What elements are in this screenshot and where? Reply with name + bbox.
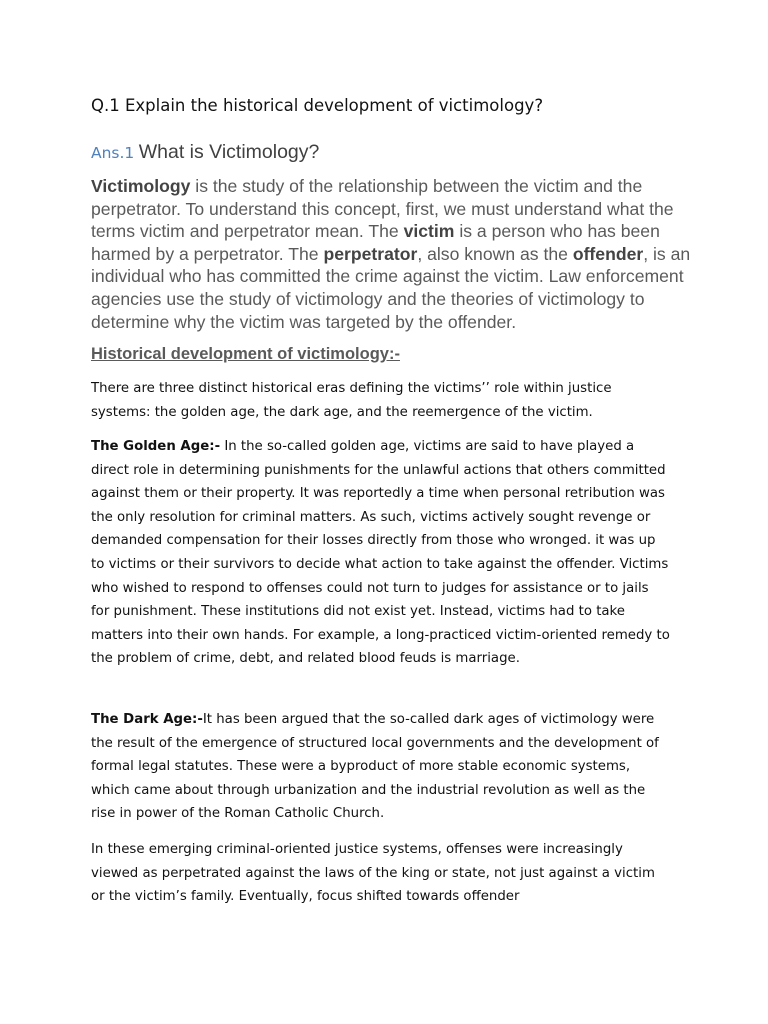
dark-age-paragraph (91, 708, 671, 826)
definition-paragraph (91, 175, 691, 333)
term-victim: victim (403, 221, 455, 242)
emerging-systems-paragraph: In these emerging criminal-oriented justice systems, offenses were increasingly viewed as perpetrated against the laws of the king or state, not just against a victim or the victim’s family. Eventually, focus shifted towards offender (91, 842, 655, 905)
term-victimology: Victimology (91, 176, 191, 196)
definition-text-2: is a person who has been harmed by a perpetrator. The (91, 221, 660, 264)
answer-title: What is Victimology? (138, 141, 320, 163)
golden-age-paragraph (91, 435, 671, 671)
golden-age-text: In the so-called golden age, victims are said to have played a direct role in determining punishments for the unlawful actions that others committed against them or their property. It was reportedly a time when personal retribution was the only resolution for criminal matters. As such, victims actively sought revenge or demanded compensation for their losses directly from those who wronged. it was up to victims or their survivors to decide what action to take against the offender. Victims who wished to respond to offenses could not turn to judges for assistance or to jails for punishment. These institutions did not exist yet. Instead, victims had to take matters into their own hands. For example, a long-practiced victim-oriented remedy to the problem of crime, debt, and related blood feuds is marriage. (91, 439, 670, 667)
golden-age-label: The Golden Age:- (91, 439, 221, 454)
definition-text-3: , also known as the (417, 243, 573, 264)
definition-text-4: , is an individual who has committed the crime against the victim. Law enforcement agencies use the study of victimology and the theories of victimology to determine why the victim was targeted by the offender. (91, 243, 691, 332)
definition-text-1: is the study of the relationship between the victim and the perpetrator. To understand this concept, first, we must understand what the terms victim and perpetrator mean. The (91, 176, 674, 242)
term-offender: offender (572, 243, 644, 264)
answer-number-label: Ans.1 (91, 144, 135, 162)
dark-age-label: The Dark Age:- (91, 712, 203, 727)
dark-age-text: It has been argued that the so-called dark ages of victimology were the result of the emergence of structured local governments and the development of formal legal statutes. These were a byproduct of more stable economic systems, which came about through urbanization and the industrial revolution as well as the rise in power of the Roman Catholic Church. (91, 712, 659, 822)
question-heading: Q.1 Explain the historical development of victimology? (91, 96, 544, 115)
answer-heading (91, 141, 319, 164)
section-heading-historical-development: Historical development of victimology:- (91, 345, 400, 363)
term-perpetrator: perpetrator (323, 243, 418, 264)
eras-paragraph: There are three distinct historical eras defining the victims’’ role within justice systems: the golden age, the dark age, and the reemergence of the victim. (91, 381, 612, 420)
